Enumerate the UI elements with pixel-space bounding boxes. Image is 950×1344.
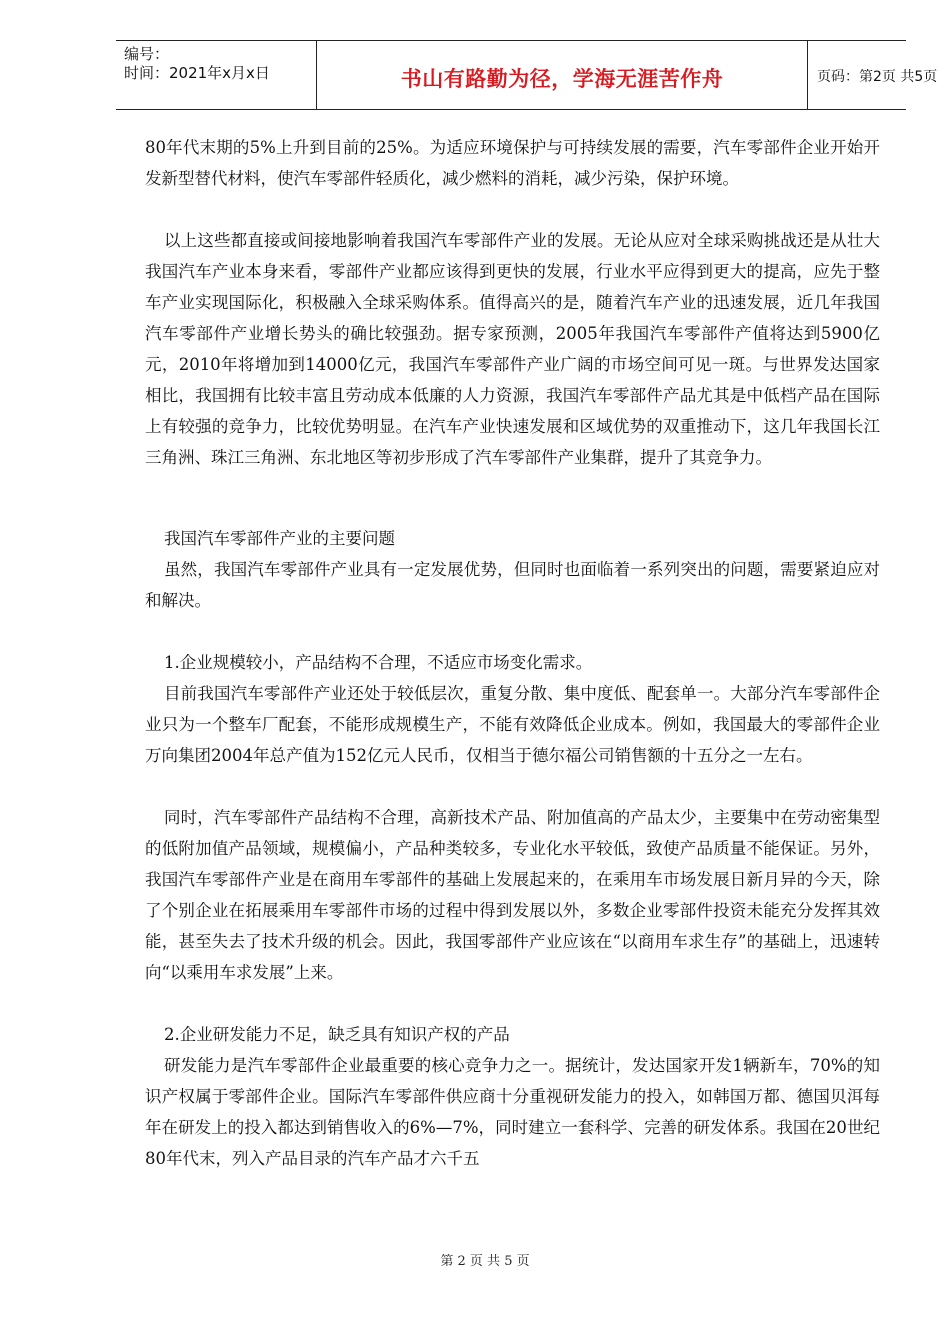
paragraph-2: 以上这些都直接或间接地影响着我国汽车零部件产业的发展。无论从应对全球采购挑战还是从壮大我国汽车产业本身来看，零部件产业都应该得到更快的发展，行业水平应得到更大的提高，应先于整车产业实现国际化，积极融入全球采购体系。值得高兴的是，随着汽车产业的迅速发展，近几年我国汽车零部件产业增长势头的确比较强劲。据专家预测，2005年我国汽车零部件产值将达到5900亿元，2010年将增加到14000亿元，我国汽车零部件产业广阔的市场空间可见一斑。与世界发达国家相比，我国拥有比较丰富且劳动成本低廉的人力资源，我国汽车零部件产品尤其是中低档产品在国际上有较强的竞争力，比较优势明显。在汽车产业快速发展和区域优势的双重推动下，这几年我国长江三角洲、珠江三角洲、东北地区等初步形成了汽车零部件产业集群，提升了其竞争力。 [145,231,880,467]
section-title: 我国汽车零部件产业的主要问题 [164,529,395,548]
paragraph-5: 同时，汽车零部件产品结构不合理，高新技术产品、附加值高的产品太少，主要集中在劳动密集型的低附加值产品领域，规模偏小，产品种类较多，专业化水平较低，致使产品质量不能保证。另外，我国汽车零部件产业是在商用车零部件的基础上发展起来的，在乘用车市场发展日新月异的今天，除了个别企业在拓展乘用车零部件市场的过程中得到发展以外，多数企业零部件投资未能充分发挥其效能，甚至失去了技术升级的机会。因此，我国零部件产业应该在“以商用车求生存”的基础上，迅速转向“以乘用车求发展”上来。 [145,808,880,982]
paragraph-4: 目前我国汽车零部件产业还处于较低层次，重复分散、集中度低、配套单一。大部分汽车零部件企业只为一个整车厂配套，不能形成规模生产，不能有效降低企业成本。例如，我国最大的零部件企业万向集团2004年总产值为152亿元人民币，仅相当于德尔福公司销售额的十五分之一左右。 [145,684,880,765]
document-body [145,132,880,1174]
header-meta-cell [116,41,316,109]
motto: 书山有路勤为径，学海无涯苦作舟 [400,67,724,91]
item-2-title: 2.企业研发能力不足，缺乏具有知识产权的产品 [164,1025,510,1044]
header-motto-cell [316,41,808,109]
page-info: 页码：第2页 共5页 [817,69,938,85]
page-footer [0,1250,950,1269]
header-page-cell [807,41,938,109]
item-1-title: 1.企业规模较小，产品结构不合理，不适应市场变化需求。 [164,653,593,672]
paragraph-3: 虽然，我国汽车零部件产业具有一定发展优势，但同时也面临着一系列突出的问题，需要紧迫应对和解决。 [145,560,880,610]
document-header [116,40,938,110]
paragraph-1: 80年代末期的5%上升到目前的25%。为适应环境保护与可持续发展的需要，汽车零部件企业开始开发新型替代材料，使汽车零部件轻质化，减少燃料的消耗，减少污染，保护环境。 [145,138,880,188]
code-label: 编号： [124,45,170,63]
paragraph-6: 研发能力是汽车零部件企业最重要的核心竞争力之一。据统计，发达国家开发1辆新车，70%的知识产权属于零部件企业。国际汽车零部件供应商十分重视研发能力的投入，如韩国万都、德国贝洱每年在研发上的投入都达到销售收入的6%—7%，同时建立一套科学、完善的研发体系。我国在20世纪80年代末，列入产品目录的汽车产品才六千五 [145,1056,880,1168]
time-label: 时间：2021年x月x日 [124,64,270,82]
footer-page-number: 第 2 页 共 5 页 [440,1254,530,1269]
